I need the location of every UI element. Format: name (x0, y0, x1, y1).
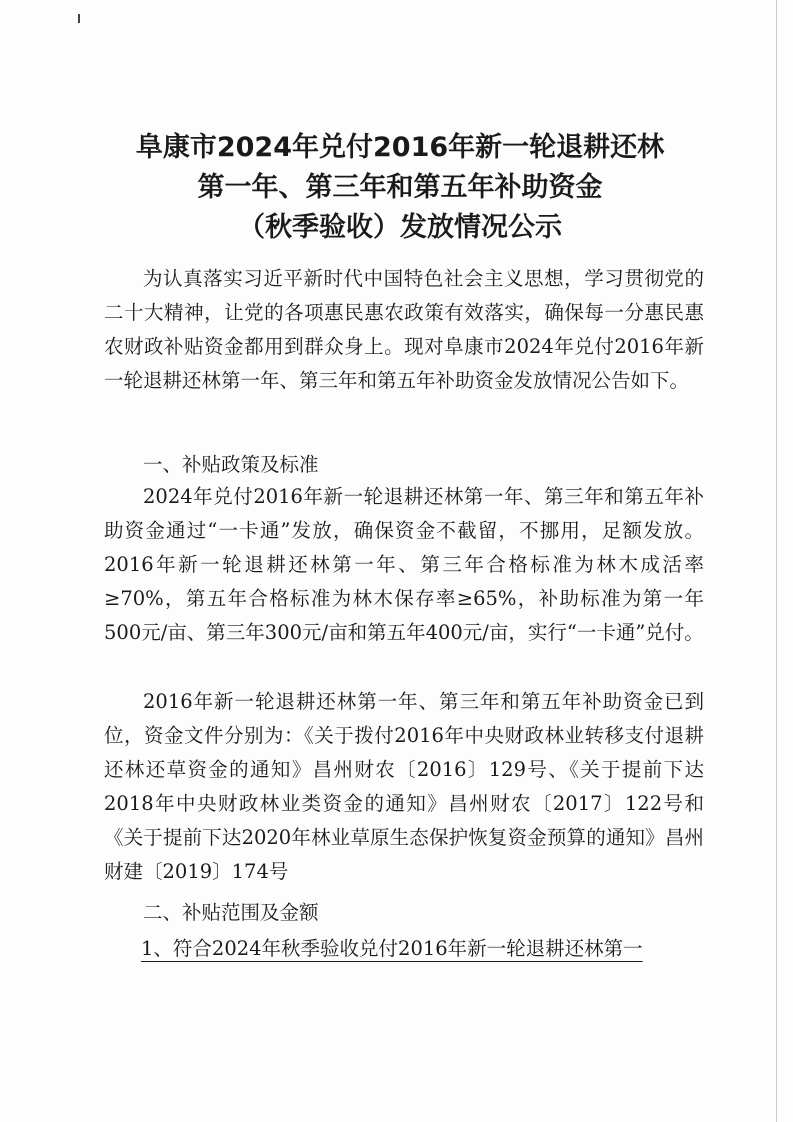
section-1-paragraph-2: 2016年新一轮退耕还林第一年、第三年和第五年补助资金已到位，资金文件分别为：《关于拨付2016年中央财政林业转移支付退耕还林还草资金的通知》昌州财农〔2016〕129号、《关于提前下达2018年中央财政林业类资金的通知》昌州财农〔2017〕122号和《关于提前下达2020年林业草原生态保护恢复资金预算的通知》昌州财建〔2019〕174号 (104, 690, 704, 883)
scan-edge-line (776, 0, 777, 1122)
section-1-heading: 一、补贴政策及标准 (143, 453, 319, 476)
document-title (100, 128, 700, 248)
title-line-3: （秋季验收）发放情况公示 (238, 212, 562, 243)
scan-speck (78, 14, 80, 23)
title-line-2: 第一年、第三年和第五年补助资金 (197, 172, 603, 203)
section-2-item-1: 1、符合2024年秋季验收兑付2016年新一轮退耕还林第一 (141, 937, 643, 960)
intro-paragraph: 为认真落实习近平新时代中国特色社会主义思想，学习贯彻党的二十大精神，让党的各项惠民惠农政策有效落实，确保每一分惠民惠农财政补贴资金都用到群众身上。现对阜康市2024年兑付2016年新一轮退耕还林第一年、第三年和第五年补助资金发放情况公告如下。 (104, 267, 704, 392)
section-1-paragraph-1: 2024年兑付2016年新一轮退耕还林第一年、第三年和第五年补助资金通过“一卡通”发放，确保资金不截留，不挪用，足额发放。2016年新一轮退耕还林第一年、第三年合格标准为林木成活率≥70%，第五年合格标准为林木保存率≥65%，补助标准为第一年500元/亩、第三年300元/亩和第五年400元/亩，实行“一卡通”兑付。 (104, 485, 704, 644)
title-line-1: 阜康市2024年兑付2016年新一轮退耕还林 (135, 132, 665, 163)
section-2-heading: 二、补贴范围及金额 (143, 901, 319, 924)
